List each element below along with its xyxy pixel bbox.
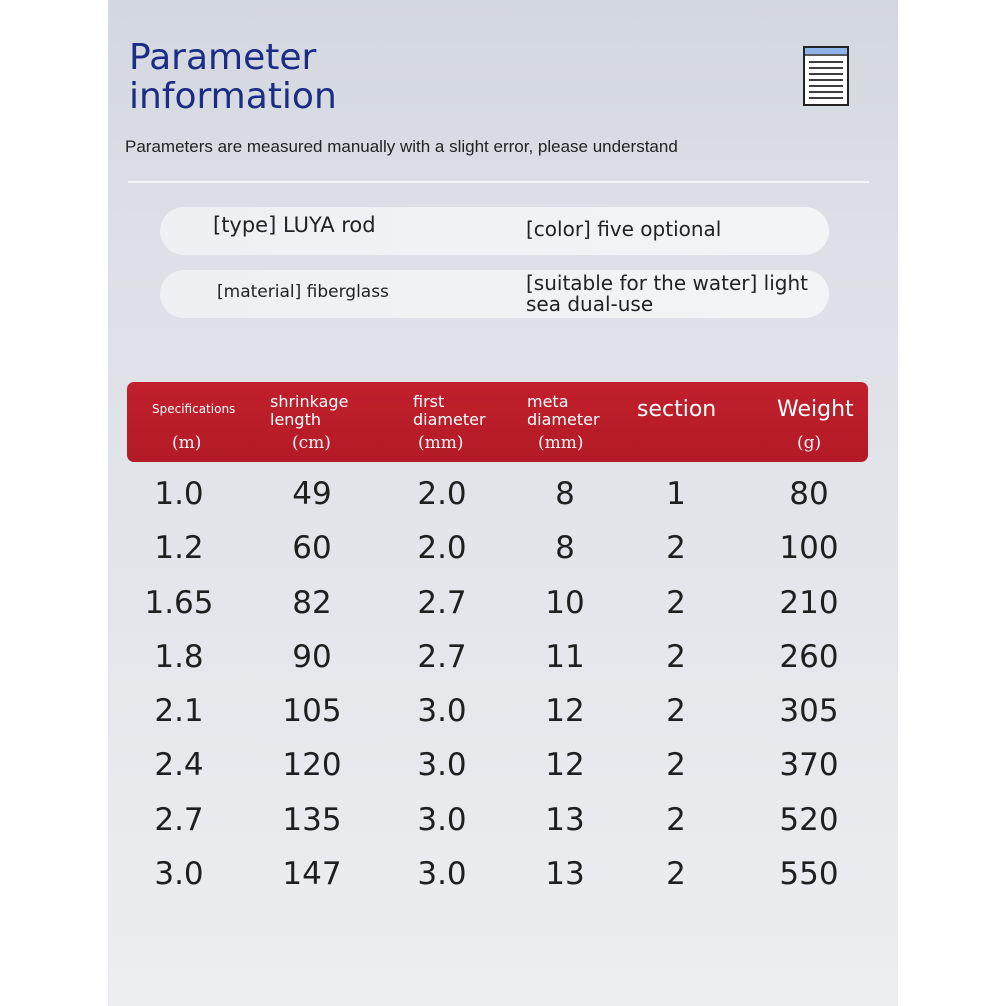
parameter-panel	[108, 0, 898, 1006]
table-cell: 520	[779, 801, 839, 838]
table-cell: 135	[282, 801, 342, 838]
column-unit-meta-diameter	[538, 433, 584, 453]
table-cell: 3.0	[417, 801, 467, 838]
table-cell: 2.1	[154, 693, 204, 730]
attr-type: [type] LUYA rod	[213, 213, 376, 237]
column-label: meta	[527, 392, 569, 411]
table-cell: 370	[779, 747, 839, 784]
table-cell: 49	[292, 476, 332, 512]
table-cell: 2.0	[417, 476, 467, 512]
table-row	[108, 687, 898, 741]
table-cell: 105	[282, 693, 342, 730]
attr-material: [material] fiberglass	[217, 282, 389, 302]
table-cell: 10	[545, 584, 585, 621]
table-cell: 82	[292, 584, 332, 621]
table-cell: 2	[666, 856, 686, 893]
table-cell: 210	[779, 584, 839, 621]
table-cell: 2	[666, 801, 686, 838]
measurement-note: Parameters are measured manually with a slight error, please understand	[125, 137, 678, 156]
column-unit-first-diameter	[418, 433, 464, 453]
title-line-2: information	[129, 76, 337, 117]
table-cell: 1	[666, 476, 686, 512]
table-header	[127, 382, 868, 462]
document-icon	[803, 46, 849, 106]
table-cell: 260	[779, 638, 839, 675]
column-header-first-diameter	[413, 393, 486, 429]
column-label: first	[413, 392, 445, 411]
table-cell: 12	[545, 693, 585, 730]
table-cell: 2.7	[417, 584, 467, 621]
table-cell: 8	[555, 476, 575, 512]
table-cell: 2.0	[417, 530, 467, 567]
column-unit-shrinkage-length	[292, 433, 331, 453]
table-cell: 305	[779, 693, 839, 730]
column-unit: (m)	[172, 433, 202, 453]
table-cell: 147	[282, 856, 342, 893]
table-cell: 11	[545, 638, 585, 675]
column-label: length	[270, 410, 321, 429]
table-body	[108, 470, 898, 904]
table-row	[108, 850, 898, 904]
table-row	[108, 796, 898, 850]
page-title	[129, 38, 337, 116]
table-cell: 2.7	[154, 801, 204, 838]
attr-water: [suitable for the water] light sea dual-use	[526, 271, 808, 316]
table-row	[108, 633, 898, 687]
column-unit-weight	[797, 433, 821, 453]
divider	[128, 181, 869, 183]
table-cell: 2	[666, 693, 686, 730]
column-header-specifications	[152, 402, 235, 416]
table-cell: 550	[779, 856, 839, 893]
table-cell: 3.0	[417, 693, 467, 730]
table-cell: 13	[545, 801, 585, 838]
column-header-section	[637, 397, 716, 422]
table-cell: 8	[555, 530, 575, 567]
table-cell: 90	[292, 638, 332, 675]
title-line-1: Parameter	[129, 37, 317, 78]
column-unit: (mm)	[538, 433, 584, 453]
column-header-shrinkage-length	[270, 393, 348, 429]
table-cell: 80	[789, 476, 829, 512]
table-cell: 3.0	[154, 856, 204, 893]
column-label: section	[637, 397, 717, 422]
table-cell: 3.0	[417, 747, 467, 784]
table-cell: 60	[292, 530, 332, 567]
column-label: Weight	[777, 397, 854, 422]
table-row	[108, 524, 898, 578]
table-cell: 13	[545, 856, 585, 893]
table-row	[108, 741, 898, 795]
column-unit: (cm)	[292, 433, 331, 453]
table-cell: 2.4	[154, 747, 204, 784]
table-row	[108, 579, 898, 633]
table-cell: 1.8	[154, 638, 204, 675]
column-label: Specifications	[152, 402, 236, 416]
column-unit: (mm)	[418, 433, 464, 453]
table-cell: 2.7	[417, 638, 467, 675]
column-label: diameter	[527, 410, 600, 429]
table-cell: 100	[779, 530, 839, 567]
column-label: shrinkage	[270, 392, 349, 411]
table-cell: 2	[666, 584, 686, 621]
table-cell: 2	[666, 638, 686, 675]
column-label: diameter	[413, 410, 486, 429]
column-unit: (g)	[797, 433, 822, 453]
table-cell: 2	[666, 747, 686, 784]
table-cell: 12	[545, 747, 585, 784]
attr-color: [color] five optional	[526, 217, 722, 241]
table-cell: 1.0	[154, 476, 204, 512]
column-header-meta-diameter	[527, 393, 600, 429]
table-cell: 2	[666, 530, 686, 567]
table-cell: 1.2	[154, 530, 204, 567]
table-cell: 1.65	[144, 584, 214, 621]
table-cell: 120	[282, 747, 342, 784]
column-unit-specifications	[172, 433, 201, 453]
table-row	[108, 470, 898, 524]
column-header-weight	[777, 397, 854, 422]
table-cell: 3.0	[417, 856, 467, 893]
